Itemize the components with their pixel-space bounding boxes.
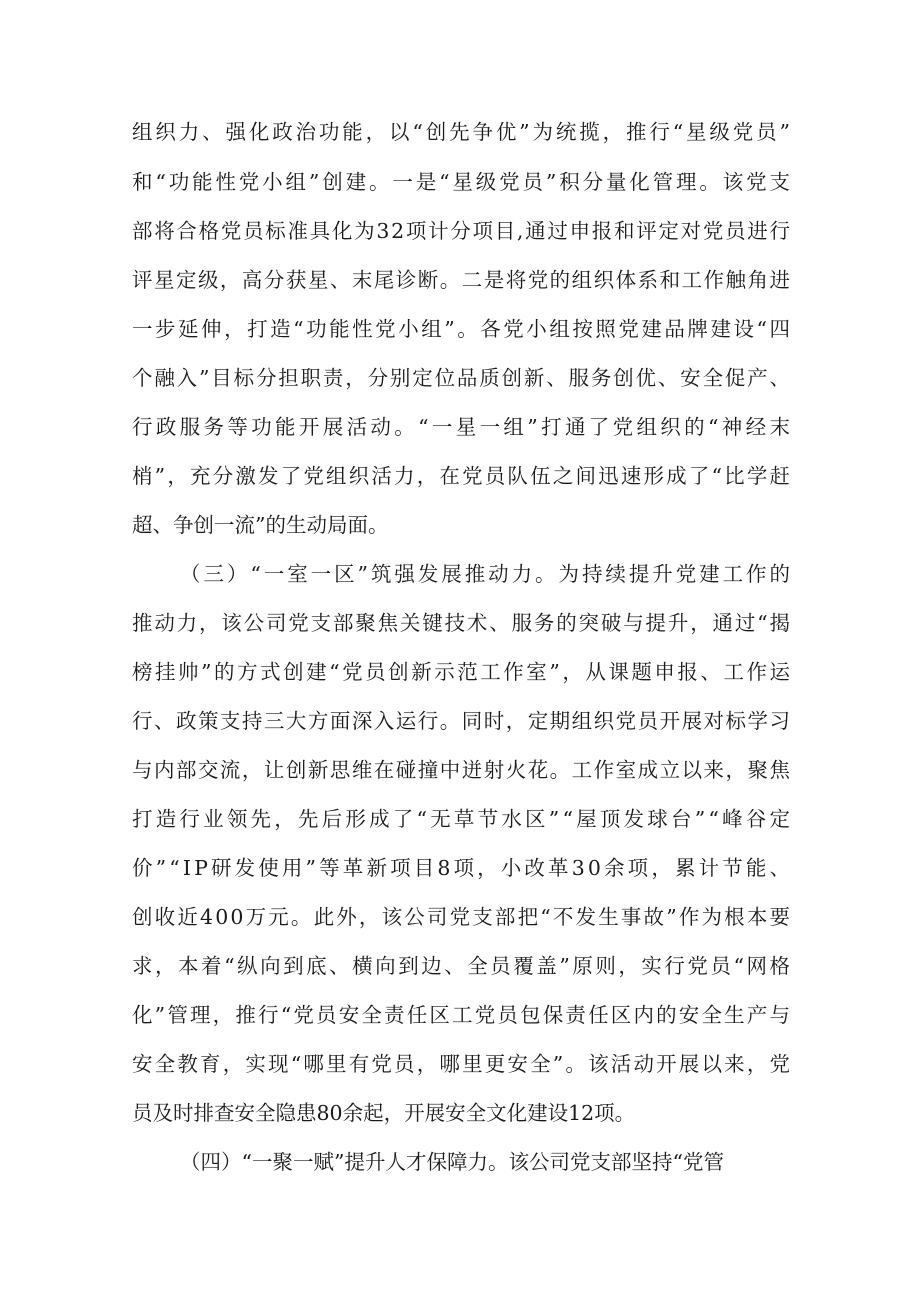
- text-line-13: 行、政策支持三大方面深入运行。同时，定期组织党员开展对标学习: [132, 709, 792, 733]
- text-line-6: 个融入”目标分担职责，分别定位品质创新、服务创优、安全促产、: [132, 366, 792, 390]
- text-line-8: 梢”，充分激发了党组织活力，在党员队伍之间迅速形成了“比学赶: [132, 464, 793, 488]
- text-line-14: 与内部交流，让创新思维在碰撞中迸射火花。工作室成立以来，聚焦: [132, 758, 792, 782]
- text-line-16: 价”“IP研发使用”等革新项目8项，小改革30余项，累计节能、: [132, 856, 794, 880]
- text-line-12: 榜挂帅”的方式创建“党员创新示范工作室”，从课题申报、工作运: [132, 660, 793, 684]
- text-line-1: 组织力、强化政治功能，以“创先争优”为统揽，推行“星级党员”: [132, 120, 793, 144]
- text-line-15: 打造行业领先，先后形成了“无草节水区”“屋顶发球台”“峰谷定: [132, 807, 794, 831]
- text-line-3: 部将合格党员标准具化为32项计分项目,通过申报和评定对党员进行: [132, 219, 792, 243]
- text-line-4: 评星定级，高分获星、末尾诊断。二是将党的组织体系和工作触角进: [132, 268, 792, 292]
- text-line-21: 员及时排查安全隐患80余起，开展安全文化建设12项。: [132, 1101, 636, 1125]
- text-line-20: 安全教育，实现“哪里有党员，哪里更安全”。该活动开展以来，党: [132, 1052, 793, 1076]
- paragraph-heading-4: （四）“一聚一赋”提升人才保障力。该公司党支部坚持“党管: [180, 1150, 724, 1174]
- paragraph-heading-3: （三）“一室一区”筑强发展推动力。为持续提升党建工作的: [180, 562, 793, 586]
- text-line-5: 一步延伸，打造“功能性党小组”。各党小组按照党建品牌建设“四: [132, 317, 793, 341]
- text-line-7: 行政服务等功能开展活动。“一星一组”打通了党组织的“神经末: [132, 415, 794, 439]
- text-line-2: 和“功能性党小组”创建。一是“星级党员”积分量化管理。该党支: [132, 170, 793, 194]
- text-line-19: 化”管理，推行“党员安全责任区工党员包保责任区内的安全生产与: [132, 1003, 793, 1027]
- text-line-17: 创收近400万元。此外，该公司党支部把“不发生事故”作为根本要: [132, 905, 793, 929]
- text-line-18: 求，本着“纵向到底、横向到边、全员覆盖”原则，实行党员“网格: [132, 954, 793, 978]
- text-line-11: 推动力，该公司党支部聚焦关键技术、服务的突破与提升，通过“揭: [132, 611, 792, 635]
- text-line-9: 超、争创一流”的生动局面。: [132, 513, 389, 537]
